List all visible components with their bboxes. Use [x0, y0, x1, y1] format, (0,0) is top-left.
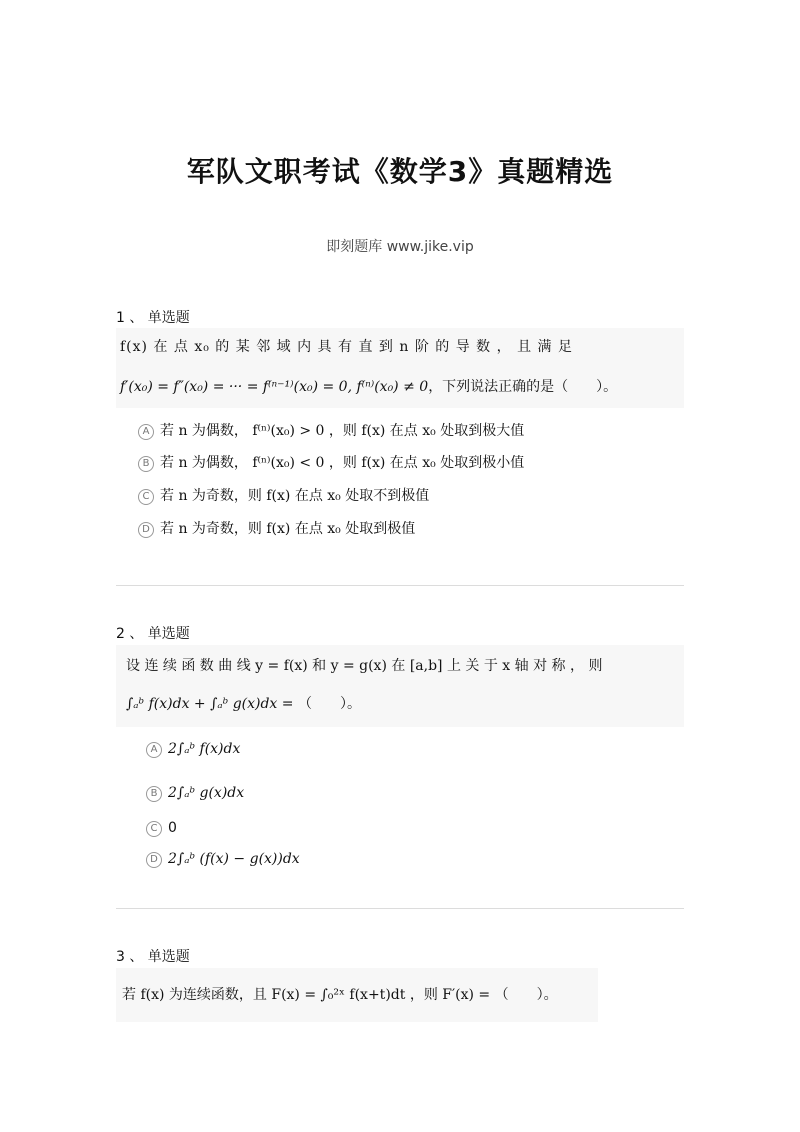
question-1-option-a[interactable]: [138, 420, 524, 440]
option-text: 0: [168, 820, 177, 836]
question-1-option-c[interactable]: [138, 485, 429, 505]
divider: [116, 908, 684, 909]
question-2-stem-line-1: 设 连 续 函 数 曲 线 y = f(x) 和 y = g(x) 在 [a,b] 上 关 于 x 轴 对 称 ， 则: [126, 658, 603, 674]
question-3-stem-line-1: 若 f(x) 为连续函数，且 F(x) = ∫₀²ˣ f(x+t)dt ，则 F′(x) = （ ）。: [122, 987, 558, 1003]
option-b-marker-icon: B: [138, 456, 154, 472]
question-2-option-c[interactable]: [146, 820, 177, 837]
option-d-marker-icon: D: [138, 522, 154, 538]
question-1-header: 1 、 单选题: [116, 310, 190, 326]
option-d-marker-icon: D: [146, 852, 162, 868]
question-1-stem: [116, 328, 684, 408]
question-2-stem-line-2: [126, 693, 361, 713]
option-c-marker-icon: C: [138, 489, 154, 505]
question-1-option-b[interactable]: [138, 452, 524, 472]
option-b-marker-icon: B: [146, 786, 162, 802]
option-text: 若 n 为偶数， f⁽ⁿ⁾(x₀) < 0 ，则 f(x) 在点 x₀ 处取到极小值: [160, 455, 525, 471]
option-text: 若 n 为偶数， f⁽ⁿ⁾(x₀) > 0 ，则 f(x) 在点 x₀ 处取到极大值: [160, 423, 525, 439]
question-2-header: 2 、 单选题: [116, 626, 190, 642]
page-subtitle: 即刻题库 www.jike.vip: [326, 239, 474, 255]
option-text: 2∫ₐᵇ g(x)dx: [168, 785, 245, 801]
option-a-marker-icon: A: [146, 742, 162, 758]
option-c-marker-icon: C: [146, 821, 162, 837]
question-3-header: 3 、 单选题: [116, 949, 190, 965]
option-a-marker-icon: A: [138, 424, 154, 440]
question-2-stem-math: ∫ₐᵇ f(x)dx + ∫ₐᵇ g(x)dx =: [126, 696, 294, 712]
question-2-option-b[interactable]: [146, 785, 244, 802]
page-title: 军队文职考试《数学3》真题精选: [186, 155, 614, 188]
question-1-stem-tail: ，下列说法正确的是（ ）。: [428, 379, 618, 395]
question-3-stem: [116, 968, 598, 1022]
option-text: 若 n 为奇数，则 f(x) 在点 x₀ 处取不到极值: [160, 488, 430, 504]
question-1-stem-line-2: [120, 376, 617, 396]
option-text: 2∫ₐᵇ (f(x) − g(x))dx: [168, 851, 300, 867]
question-2-option-a[interactable]: [146, 741, 240, 758]
question-1-stem-math: f′(x₀) = f″(x₀) = ··· = f⁽ⁿ⁻¹⁾(x₀) = 0, f⁽ⁿ⁾(x₀) ≠ 0: [120, 379, 429, 395]
divider: [116, 585, 684, 586]
question-1-option-d[interactable]: [138, 518, 415, 538]
option-text: 若 n 为奇数，则 f(x) 在点 x₀ 处取到极值: [160, 521, 416, 537]
question-1-stem-line-1: f(x) 在 点 x₀ 的 某 邻 域 内 具 有 直 到 n 阶 的 导 数 ， 且 满 足: [120, 339, 573, 355]
question-2-stem: [116, 645, 684, 727]
question-2-option-d[interactable]: [146, 851, 300, 868]
question-2-stem-tail: （ ）。: [297, 696, 361, 712]
option-text: 2∫ₐᵇ f(x)dx: [168, 741, 241, 757]
